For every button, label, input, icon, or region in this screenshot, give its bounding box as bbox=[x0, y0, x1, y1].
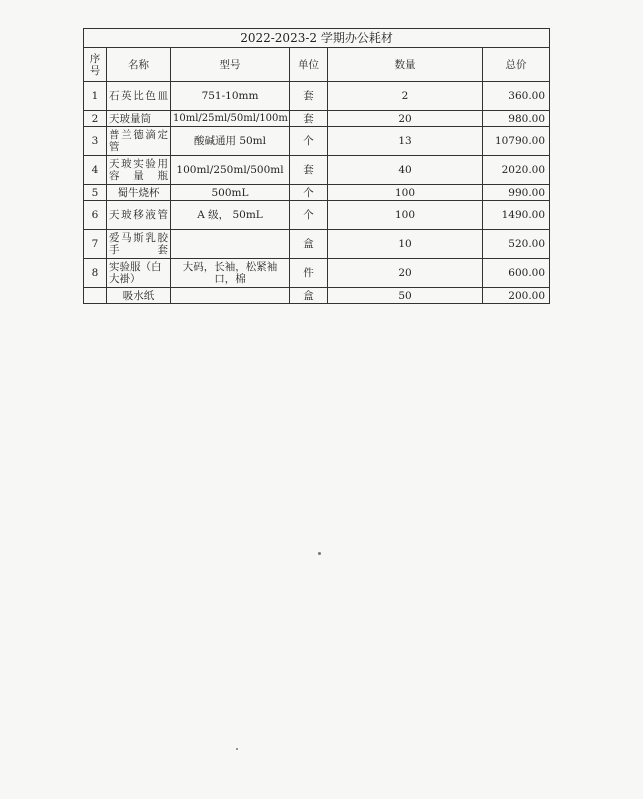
cell-total: 2020.00 bbox=[483, 156, 550, 185]
cell-model bbox=[171, 288, 290, 304]
table-row bbox=[84, 259, 550, 288]
cell-total: 990.00 bbox=[483, 185, 550, 201]
cell-qty: 40 bbox=[328, 156, 483, 185]
cell-total: 980.00 bbox=[483, 111, 550, 127]
cell-model: 酸碱通用 50ml bbox=[171, 127, 290, 156]
cell-seq bbox=[84, 288, 107, 304]
header-unit: 单位 bbox=[290, 48, 328, 82]
cell-unit: 个 bbox=[290, 201, 328, 230]
cell-name: 普兰德滴定管 bbox=[107, 127, 171, 156]
cell-name: 石英比色皿 bbox=[107, 82, 171, 111]
cell-qty: 50 bbox=[328, 288, 483, 304]
cell-unit: 套 bbox=[290, 156, 328, 185]
cell-model bbox=[171, 230, 290, 259]
cell-seq: 7 bbox=[84, 230, 107, 259]
cell-model: 751-10mm bbox=[171, 82, 290, 111]
cell-unit: 件 bbox=[290, 259, 328, 288]
header-total: 总价 bbox=[483, 48, 550, 82]
cell-qty: 10 bbox=[328, 230, 483, 259]
scan-speck bbox=[318, 552, 321, 555]
cell-seq: 1 bbox=[84, 82, 107, 111]
cell-qty: 13 bbox=[328, 127, 483, 156]
cell-total: 520.00 bbox=[483, 230, 550, 259]
cell-total: 10790.00 bbox=[483, 127, 550, 156]
cell-total: 600.00 bbox=[483, 259, 550, 288]
header-model: 型号 bbox=[171, 48, 290, 82]
cell-name: 天玻实验用容量瓶 bbox=[107, 156, 171, 185]
table-row bbox=[84, 185, 550, 201]
table-row bbox=[84, 111, 550, 127]
cell-qty: 20 bbox=[328, 111, 483, 127]
cell-qty: 20 bbox=[328, 259, 483, 288]
consumables-table bbox=[83, 28, 550, 304]
header-name: 名称 bbox=[107, 48, 171, 82]
cell-model: 500mL bbox=[171, 185, 290, 201]
cell-unit: 个 bbox=[290, 185, 328, 201]
cell-model: 10ml/25ml/50ml/100m bbox=[171, 111, 290, 127]
cell-unit: 套 bbox=[290, 82, 328, 111]
cell-name: 吸水纸 bbox=[107, 288, 171, 304]
cell-seq: 2 bbox=[84, 111, 107, 127]
table-row bbox=[84, 156, 550, 185]
cell-name: 爱马斯乳胶手套 bbox=[107, 230, 171, 259]
scan-speck bbox=[236, 748, 238, 750]
cell-qty: 100 bbox=[328, 201, 483, 230]
cell-unit: 盒 bbox=[290, 288, 328, 304]
cell-model: 100ml/250ml/500ml bbox=[171, 156, 290, 185]
cell-name: 天玻量筒 bbox=[107, 111, 171, 127]
cell-model: A 级， 50mL bbox=[171, 201, 290, 230]
cell-seq: 3 bbox=[84, 127, 107, 156]
cell-name: 实验服（白大褂） bbox=[107, 259, 171, 288]
header-row bbox=[84, 48, 550, 82]
cell-seq: 6 bbox=[84, 201, 107, 230]
cell-qty: 100 bbox=[328, 185, 483, 201]
cell-seq: 4 bbox=[84, 156, 107, 185]
cell-unit: 套 bbox=[290, 111, 328, 127]
table-row bbox=[84, 230, 550, 259]
cell-total: 360.00 bbox=[483, 82, 550, 111]
table-title: 2022-2023-2 学期办公耗材 bbox=[84, 29, 550, 48]
cell-total: 1490.00 bbox=[483, 201, 550, 230]
cell-unit: 盒 bbox=[290, 230, 328, 259]
cell-model: 大码，长袖，松紧袖口，棉 bbox=[171, 259, 290, 288]
cell-seq: 5 bbox=[84, 185, 107, 201]
cell-name: 天玻移液管 bbox=[107, 201, 171, 230]
table-row bbox=[84, 127, 550, 156]
cell-seq: 8 bbox=[84, 259, 107, 288]
header-seq: 序号 bbox=[84, 48, 107, 82]
table-row bbox=[84, 288, 550, 304]
cell-name: 蜀牛烧杯 bbox=[107, 185, 171, 201]
header-qty: 数量 bbox=[328, 48, 483, 82]
cell-total: 200.00 bbox=[483, 288, 550, 304]
table-row bbox=[84, 82, 550, 111]
cell-unit: 个 bbox=[290, 127, 328, 156]
table-title-row bbox=[84, 29, 550, 48]
table-row bbox=[84, 201, 550, 230]
cell-qty: 2 bbox=[328, 82, 483, 111]
